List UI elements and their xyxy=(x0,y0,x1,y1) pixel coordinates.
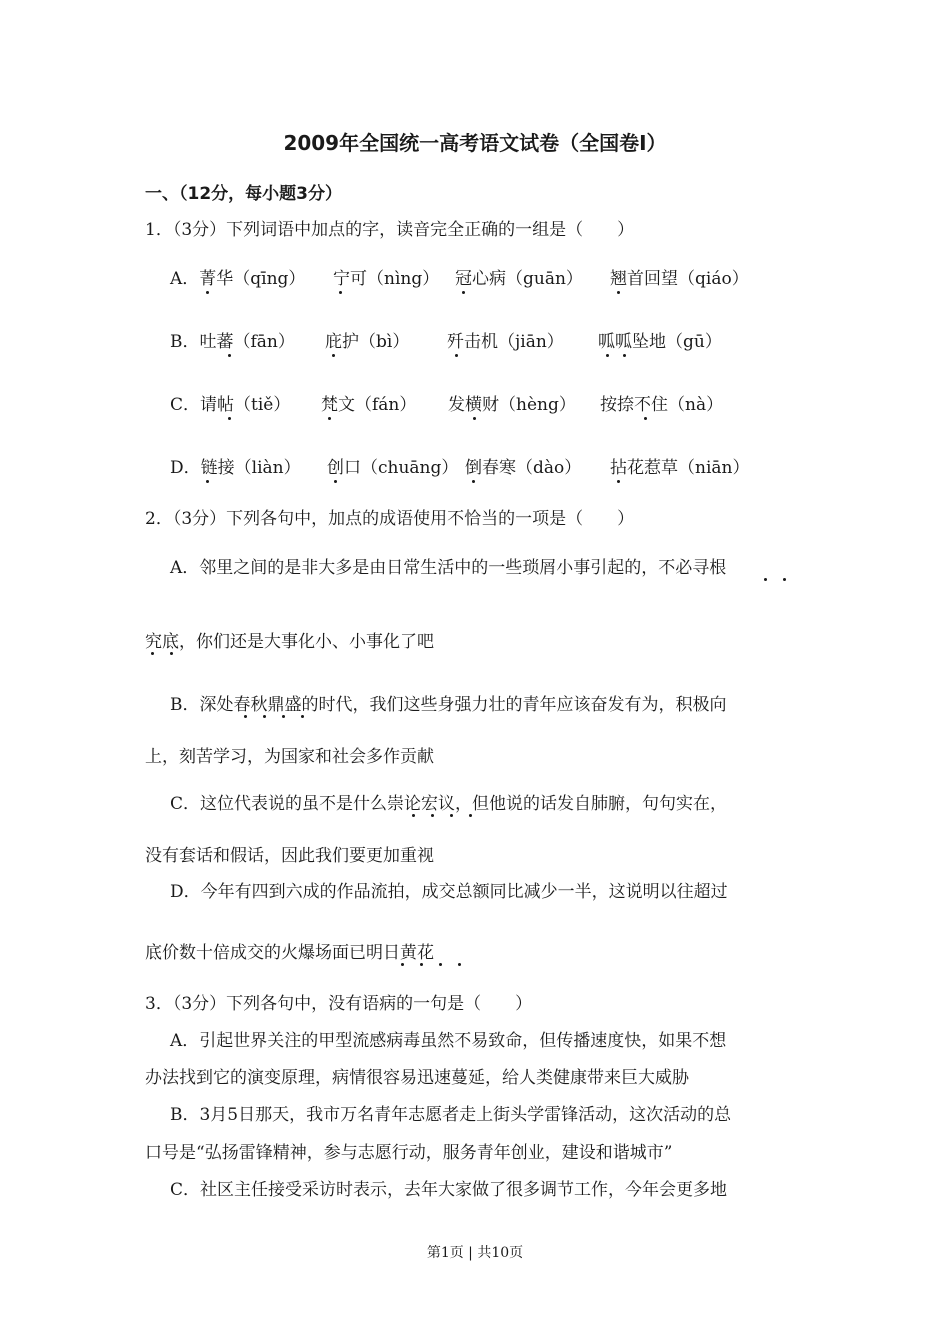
emphasis-dot xyxy=(401,963,404,966)
option-c-item-1: C．请帖（tiě） xyxy=(170,395,291,415)
emphasis-dot xyxy=(332,354,335,357)
emphasis-dot xyxy=(206,480,209,483)
emphasis-dot xyxy=(328,417,331,420)
option-a-item-1: A．菁华（qīng） xyxy=(170,269,306,289)
emphasis-dot xyxy=(439,963,442,966)
question-2-option-b-line-1: B．深处春秋鼎盛的时代，我们这些身强力壮的青年应该奋发有为，积极向 xyxy=(170,695,727,715)
question-2-option-a-line-2: 究底，你们还是大事化小、小事化了吧 xyxy=(145,632,434,652)
emphasis-dot xyxy=(282,715,285,718)
option-b-item-3: 歼击机（jiān） xyxy=(447,332,564,352)
emphasis-dot xyxy=(263,715,266,718)
option-d-item-3: 倒春寒（dào） xyxy=(465,458,582,478)
emphasis-dot xyxy=(472,480,475,483)
question-2-option-b-line-2: 上，刻苦学习，为国家和社会多作贡献 xyxy=(145,747,434,767)
emphasis-dot xyxy=(455,354,458,357)
emphasis-dot xyxy=(473,417,476,420)
question-2-option-d-line-2: 底价数十倍成交的火爆场面已明日黄花 xyxy=(145,943,434,963)
emphasis-dot xyxy=(412,814,415,817)
section-heading: 一、（12分，每小题3分） xyxy=(145,184,342,204)
question-3-option-a-line-1: A．引起世界关注的甲型流感病毒虽然不易致命，但传播速度快，如果不想 xyxy=(170,1031,727,1051)
option-c-item-3: 发横财（hèng） xyxy=(448,395,576,415)
option-d-item-4: 拈花惹草（niān） xyxy=(610,458,750,478)
question-2-option-c-line-2: 没有套话和假话，因此我们要更加重视 xyxy=(145,846,434,866)
exam-title: 2009年全国统一高考语文试卷（全国卷Ⅰ） xyxy=(283,131,667,155)
option-d-item-2: 创口（chuāng） xyxy=(327,458,459,478)
option-c-item-2: 梵文（fán） xyxy=(321,395,417,415)
question-3-option-c-line-1: C．社区主任接受采访时表示，去年大家做了很多调节工作，今年会更多地 xyxy=(170,1180,728,1200)
question-3-option-b-line-1: B．3月5日那天，我市万名青年志愿者走上街头学雷锋活动，这次活动的总 xyxy=(170,1105,732,1125)
emphasis-dot xyxy=(462,291,465,294)
option-c-item-4: 按捺不住（nà） xyxy=(600,395,724,415)
question-3-option-a-line-2: 办法找到它的演变原理，病情很容易迅速蔓延，给人类健康带来巨大威胁 xyxy=(145,1068,689,1088)
emphasis-dot xyxy=(228,417,231,420)
emphasis-dot xyxy=(617,291,620,294)
emphasis-dot xyxy=(469,814,472,817)
emphasis-dot xyxy=(450,814,453,817)
question-2-option-d-line-1: D．今年有四到六成的作品流拍，成交总额同比减少一半，这说明以往超过 xyxy=(170,882,728,902)
question-2-option-c-line-1: C．这位代表说的虽不是什么崇论宏议，但他说的话发自肺腑，句句实在， xyxy=(170,794,728,814)
emphasis-dot xyxy=(764,578,767,581)
option-b-item-2: 庇护（bì） xyxy=(325,332,410,352)
option-a-item-3: 冠心病（guān） xyxy=(455,269,583,289)
emphasis-dot xyxy=(458,963,461,966)
question-2-stem: 2．（3分）下列各句中，加点的成语使用不恰当的一项是（ ） xyxy=(145,509,635,529)
option-a-item-4: 翘首回望（qiáo） xyxy=(610,269,749,289)
question-3-option-b-line-2: 口号是“弘扬雷锋精神，参与志愿行动，服务青年创业，建设和谐城市” xyxy=(145,1143,673,1163)
emphasis-dot xyxy=(151,652,154,655)
emphasis-dot xyxy=(339,291,342,294)
emphasis-dot xyxy=(420,963,423,966)
page-footer: 第1页 | 共10页 xyxy=(426,1245,524,1261)
emphasis-dot xyxy=(206,291,209,294)
option-b-item-4: 呱呱坠地（gū） xyxy=(598,332,722,352)
emphasis-dot xyxy=(431,814,434,817)
emphasis-dot xyxy=(783,578,786,581)
emphasis-dot xyxy=(644,417,647,420)
emphasis-dot xyxy=(228,354,231,357)
emphasis-dot xyxy=(623,354,626,357)
emphasis-dot xyxy=(617,480,620,483)
option-b-item-1: B．吐蕃（fān） xyxy=(170,332,295,352)
emphasis-dot xyxy=(606,354,609,357)
emphasis-dot xyxy=(334,480,337,483)
emphasis-dot xyxy=(170,652,173,655)
question-1-stem: 1．（3分）下列词语中加点的字，读音完全正确的一组是（ ） xyxy=(145,220,635,240)
question-3-stem: 3．（3分）下列各句中，没有语病的一句是（ ） xyxy=(145,994,533,1014)
question-2-option-a-line-1: A．邻里之间的是非大多是由日常生活中的一些琐屑小事引起的，不必寻根 xyxy=(170,558,727,578)
emphasis-dot xyxy=(244,715,247,718)
option-a-item-2: 宁可（nìng） xyxy=(333,269,440,289)
emphasis-dot xyxy=(301,715,304,718)
option-d-item-1: D．链接（liàn） xyxy=(170,458,301,478)
